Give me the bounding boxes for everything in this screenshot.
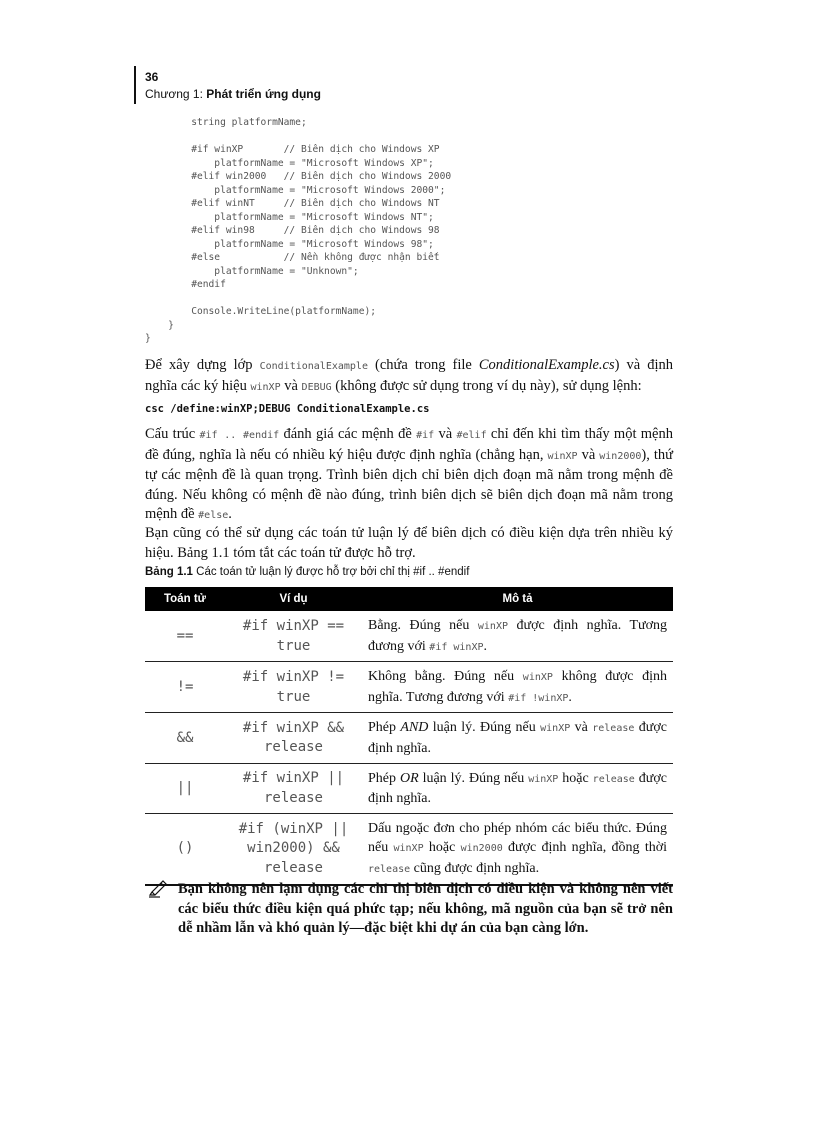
example-cell: #if winXP && release — [225, 713, 362, 763]
operator-cell: && — [145, 713, 225, 763]
header-description: Mô tả — [362, 587, 673, 611]
code-line: platformName = "Microsoft Windows 2000"; — [145, 184, 446, 196]
code-line: Console.WriteLine(platformName); — [145, 306, 377, 317]
code-listing — [145, 116, 451, 346]
paragraph-logical-operators: Bạn cũng có thể sử dụng các toán tử luận lý để biên dịch có điều kiện dựa trên nhiều ký hiệu. Bảng 1.1 tóm tắt các toán tử được hỗ trợ. — [145, 525, 673, 561]
table-row — [145, 713, 673, 763]
table-row — [145, 611, 673, 662]
table-row — [145, 662, 673, 713]
table-caption: Bảng 1.1 Các toán tử luận lý được hỗ trợ bởi chỉ thị #if .. #endif — [145, 566, 470, 578]
example-cell: #if winXP || release — [225, 763, 362, 813]
description-cell: Phép AND luận lý. Đúng nếu winXP và release được định nghĩa. — [362, 713, 673, 763]
code-line: platformName = "Microsoft Windows XP"; — [145, 157, 434, 169]
code-line: #endif — [145, 279, 226, 290]
example-cell: #if winXP == true — [225, 611, 362, 662]
paragraph-build-instructions: Để xây dựng lớp ConditionalExample (chứa trong file ConditionalExample.cs) và định nghĩa các ký hiệu winXP và DEBUG (không được sử dụng trong ví dụ này), sử dụng lệnh: — [145, 357, 673, 394]
operators-table — [145, 587, 673, 886]
code-line: platformName = "Unknown"; — [145, 265, 359, 277]
operator-cell: == — [145, 611, 225, 662]
code-line: } — [145, 319, 174, 331]
table-row — [145, 763, 673, 813]
pencil-note-icon — [148, 880, 168, 898]
example-cell: #if (winXP || win2000) && release — [225, 813, 362, 884]
code-line: platformName = "Microsoft Windows NT"; — [145, 211, 434, 223]
header-rule — [134, 66, 136, 104]
chapter-title: Chương 1: Phát triển ứng dụng — [145, 87, 321, 101]
operator-cell: != — [145, 662, 225, 713]
code-line: #if winXP // Biên dịch cho Windows XP — [145, 144, 440, 155]
table-header-row — [145, 587, 673, 611]
code-line: #else // Nền không được nhận biết — [145, 252, 440, 263]
example-cell: #if winXP != true — [225, 662, 362, 713]
note-text: Bạn không nên lạm dụng các chỉ thị biên dịch có điều kiện và không nên viết các biểu thức điều kiện quá phức tạp; nếu không, mã nguồn của bạn sẽ trở nên dễ nhầm lẫn và khó quản lý—đặc biệt khi dự án của bạn càng lớn. — [178, 881, 673, 937]
compile-command: csc /define:winXP;DEBUG ConditionalExample.cs — [145, 403, 430, 415]
header-operator: Toán tử — [145, 587, 225, 611]
code-line: platformName = "Microsoft Windows 98"; — [145, 238, 434, 250]
description-cell: Phép OR luận lý. Đúng nếu winXP hoặc release được định nghĩa. — [362, 763, 673, 813]
code-line: #elif winNT // Biên dịch cho Windows NT — [145, 198, 440, 209]
operator-cell: () — [145, 813, 225, 884]
code-line — [145, 130, 451, 144]
description-cell: Bằng. Đúng nếu winXP được định nghĩa. Tương đương với #if winXP. — [362, 611, 673, 662]
header-example: Ví dụ — [225, 587, 362, 611]
description-cell: Không bằng. Đúng nếu winXP không được định nghĩa. Tương đương với #if !winXP. — [362, 662, 673, 713]
table-row — [145, 813, 673, 884]
description-cell: Dấu ngoặc đơn cho phép nhóm các biểu thức. Đúng nếu winXP hoặc win2000 được định nghĩa, đồng thời release cũng được định nghĩa. — [362, 813, 673, 884]
operator-cell: || — [145, 763, 225, 813]
code-line: string platformName; — [145, 117, 307, 128]
paragraph-if-structure: Cấu trúc #if .. #endif đánh giá các mệnh đề #if và #elif chỉ đến khi tìm thấy một mệnh đề đúng, nghĩa là nếu có nhiều ký hiệu được định nghĩa (chẳng hạn, winXP và win2000), thứ tự các mệnh đề là quan trọng. Trình biên dịch chỉ biên dịch đoạn mã nằm trong mệnh đề đúng. Nếu không có mệnh đề nào đúng, trình biên dịch sẽ biên dịch đoạn mã nằm trong mệnh đề #else. — [145, 426, 674, 523]
code-line: #elif win98 // Biên dịch cho Windows 98 — [145, 225, 440, 236]
code-line: } — [145, 333, 151, 344]
code-line — [145, 292, 451, 306]
code-line: #elif win2000 // Biên dịch cho Windows 2000 — [145, 171, 452, 182]
page-number: 36 — [145, 70, 159, 84]
